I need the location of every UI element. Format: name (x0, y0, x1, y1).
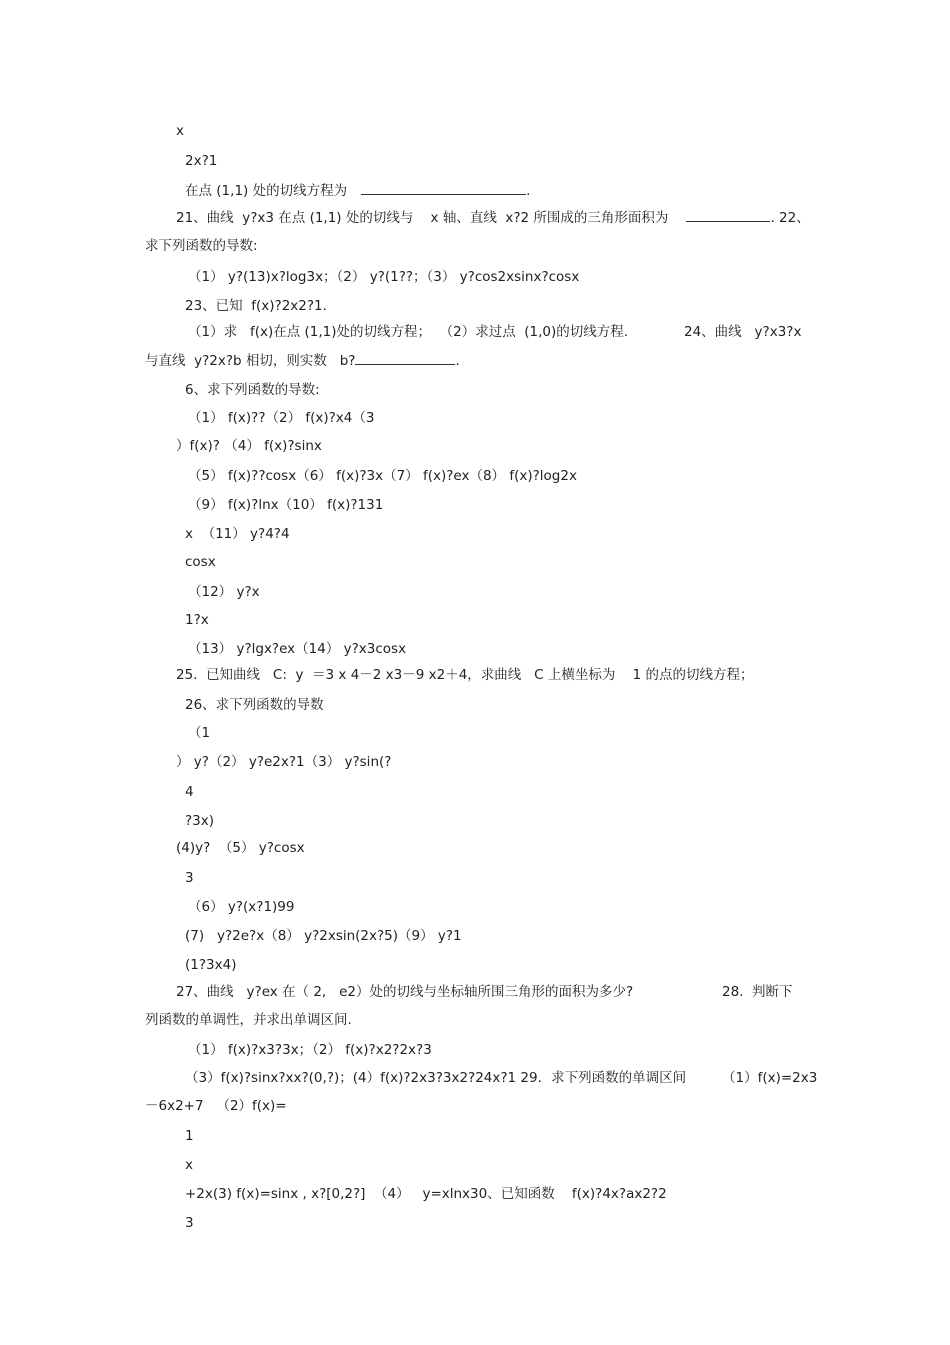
text-line: 25. 已知曲线 C: y ＝3 x 4－2 x3－9 x2＋4，求曲线 C 上横坐标为 1 的点的切线方程； (176, 667, 754, 683)
text-line: 1?x (185, 612, 209, 628)
text-line: +2x(3) f(x)=sinx , x?[0,2?] （4） y=xlnx30、已知函数 f(x)?4x?ax2?2 (185, 1186, 667, 1202)
text-line (185, 180, 530, 201)
text-line (145, 350, 460, 371)
text-line: 2x?1 (185, 153, 218, 169)
answer-blank (361, 180, 526, 195)
text-line: （1 (188, 725, 211, 741)
text-line: （1） f(x)??（2） f(x)?x4（3 (188, 410, 375, 426)
text-line: （1） f(x)?x3?3x；（2） f(x)?x2?2x?3 (188, 1042, 432, 1058)
text-line: 27、曲线 y?ex 在（ 2, e2）处的切线与坐标轴所围三角形的面积为多少? (176, 984, 634, 1000)
text-line: 6、求下列函数的导数: (185, 382, 320, 398)
text-line: （9） f(x)?lnx（10） f(x)?131 (188, 497, 384, 513)
text-line: x （11） y?4?4 (185, 526, 290, 542)
text-line: （12） y?x (188, 584, 260, 600)
text-line: （6） y?(x?1)99 (188, 899, 295, 915)
text-line: (7) y?2e?x（8） y?2xsin(2x?5)（9） y?1 (185, 928, 462, 944)
text-line: 3 (185, 1215, 194, 1231)
text-line: （1）f(x)=2x3 (722, 1070, 818, 1086)
text-line: ?3x) (185, 813, 215, 829)
text-line: x (185, 1157, 193, 1173)
text-line: 3 (185, 870, 194, 886)
text-line: 23、已知 f(x)?2x2?1． (185, 298, 337, 314)
text-line: 求下列函数的导数: (145, 238, 258, 254)
text-line: 28. 判断下 (722, 984, 793, 1000)
text-segment: 在点 (1,1) 处的切线方程为 (185, 183, 348, 199)
text-line: ）f(x)? （4） f(x)?sinx (176, 438, 322, 454)
text-segment: . (455, 353, 460, 369)
text-line: （1） y?(13)x?log3x；（2） y?(1??；（3） y?cos2xsinx?cosx (188, 269, 580, 285)
text-line: 4 (185, 784, 194, 800)
answer-blank (686, 207, 770, 222)
text-line: (1?3x4) (185, 957, 237, 973)
text-line: ） y?（2） y?e2x?1（3） y?sin(? (176, 754, 392, 770)
text-line: （1）求 f(x)在点 (1,1)处的切线方程； （2）求过点 (1,0)的切线方程. (188, 324, 629, 340)
answer-blank (355, 350, 455, 365)
text-line: 26、求下列函数的导数 (185, 697, 324, 713)
text-line: －6x2+7 （2）f(x)= (145, 1098, 287, 1114)
text-line (176, 207, 810, 228)
text-line: （13） y?lgx?ex（14） y?x3cosx (188, 641, 407, 657)
text-segment: . 22、 (770, 210, 810, 226)
text-line: 24、曲线 y?x3?x (684, 324, 802, 340)
text-segment: . (526, 183, 531, 199)
text-line: （3）f(x)?sinx?xx?(0,?)；(4）f(x)?2x3?3x2?24x?1 29．求下列函数的单调区间 (185, 1070, 687, 1086)
text-segment: 21、曲线 y?x3 在点 (1,1) 处的切线与 x 轴、直线 x?2 所围成的三角形面积为 (176, 210, 669, 226)
text-line: 列函数的单调性，并求出单调区间. (145, 1012, 352, 1028)
text-segment: 与直线 y?2x?b 相切，则实数 b? (145, 353, 356, 369)
text-line: cosx (185, 554, 216, 570)
text-line: 1 (185, 1128, 194, 1144)
text-line: x (176, 123, 184, 139)
text-line: （5） f(x)??cosx（6） f(x)?3x（7） f(x)?ex（8） f(x)?log2x (188, 468, 577, 484)
text-line: (4)y? （5） y?cosx (176, 840, 305, 856)
